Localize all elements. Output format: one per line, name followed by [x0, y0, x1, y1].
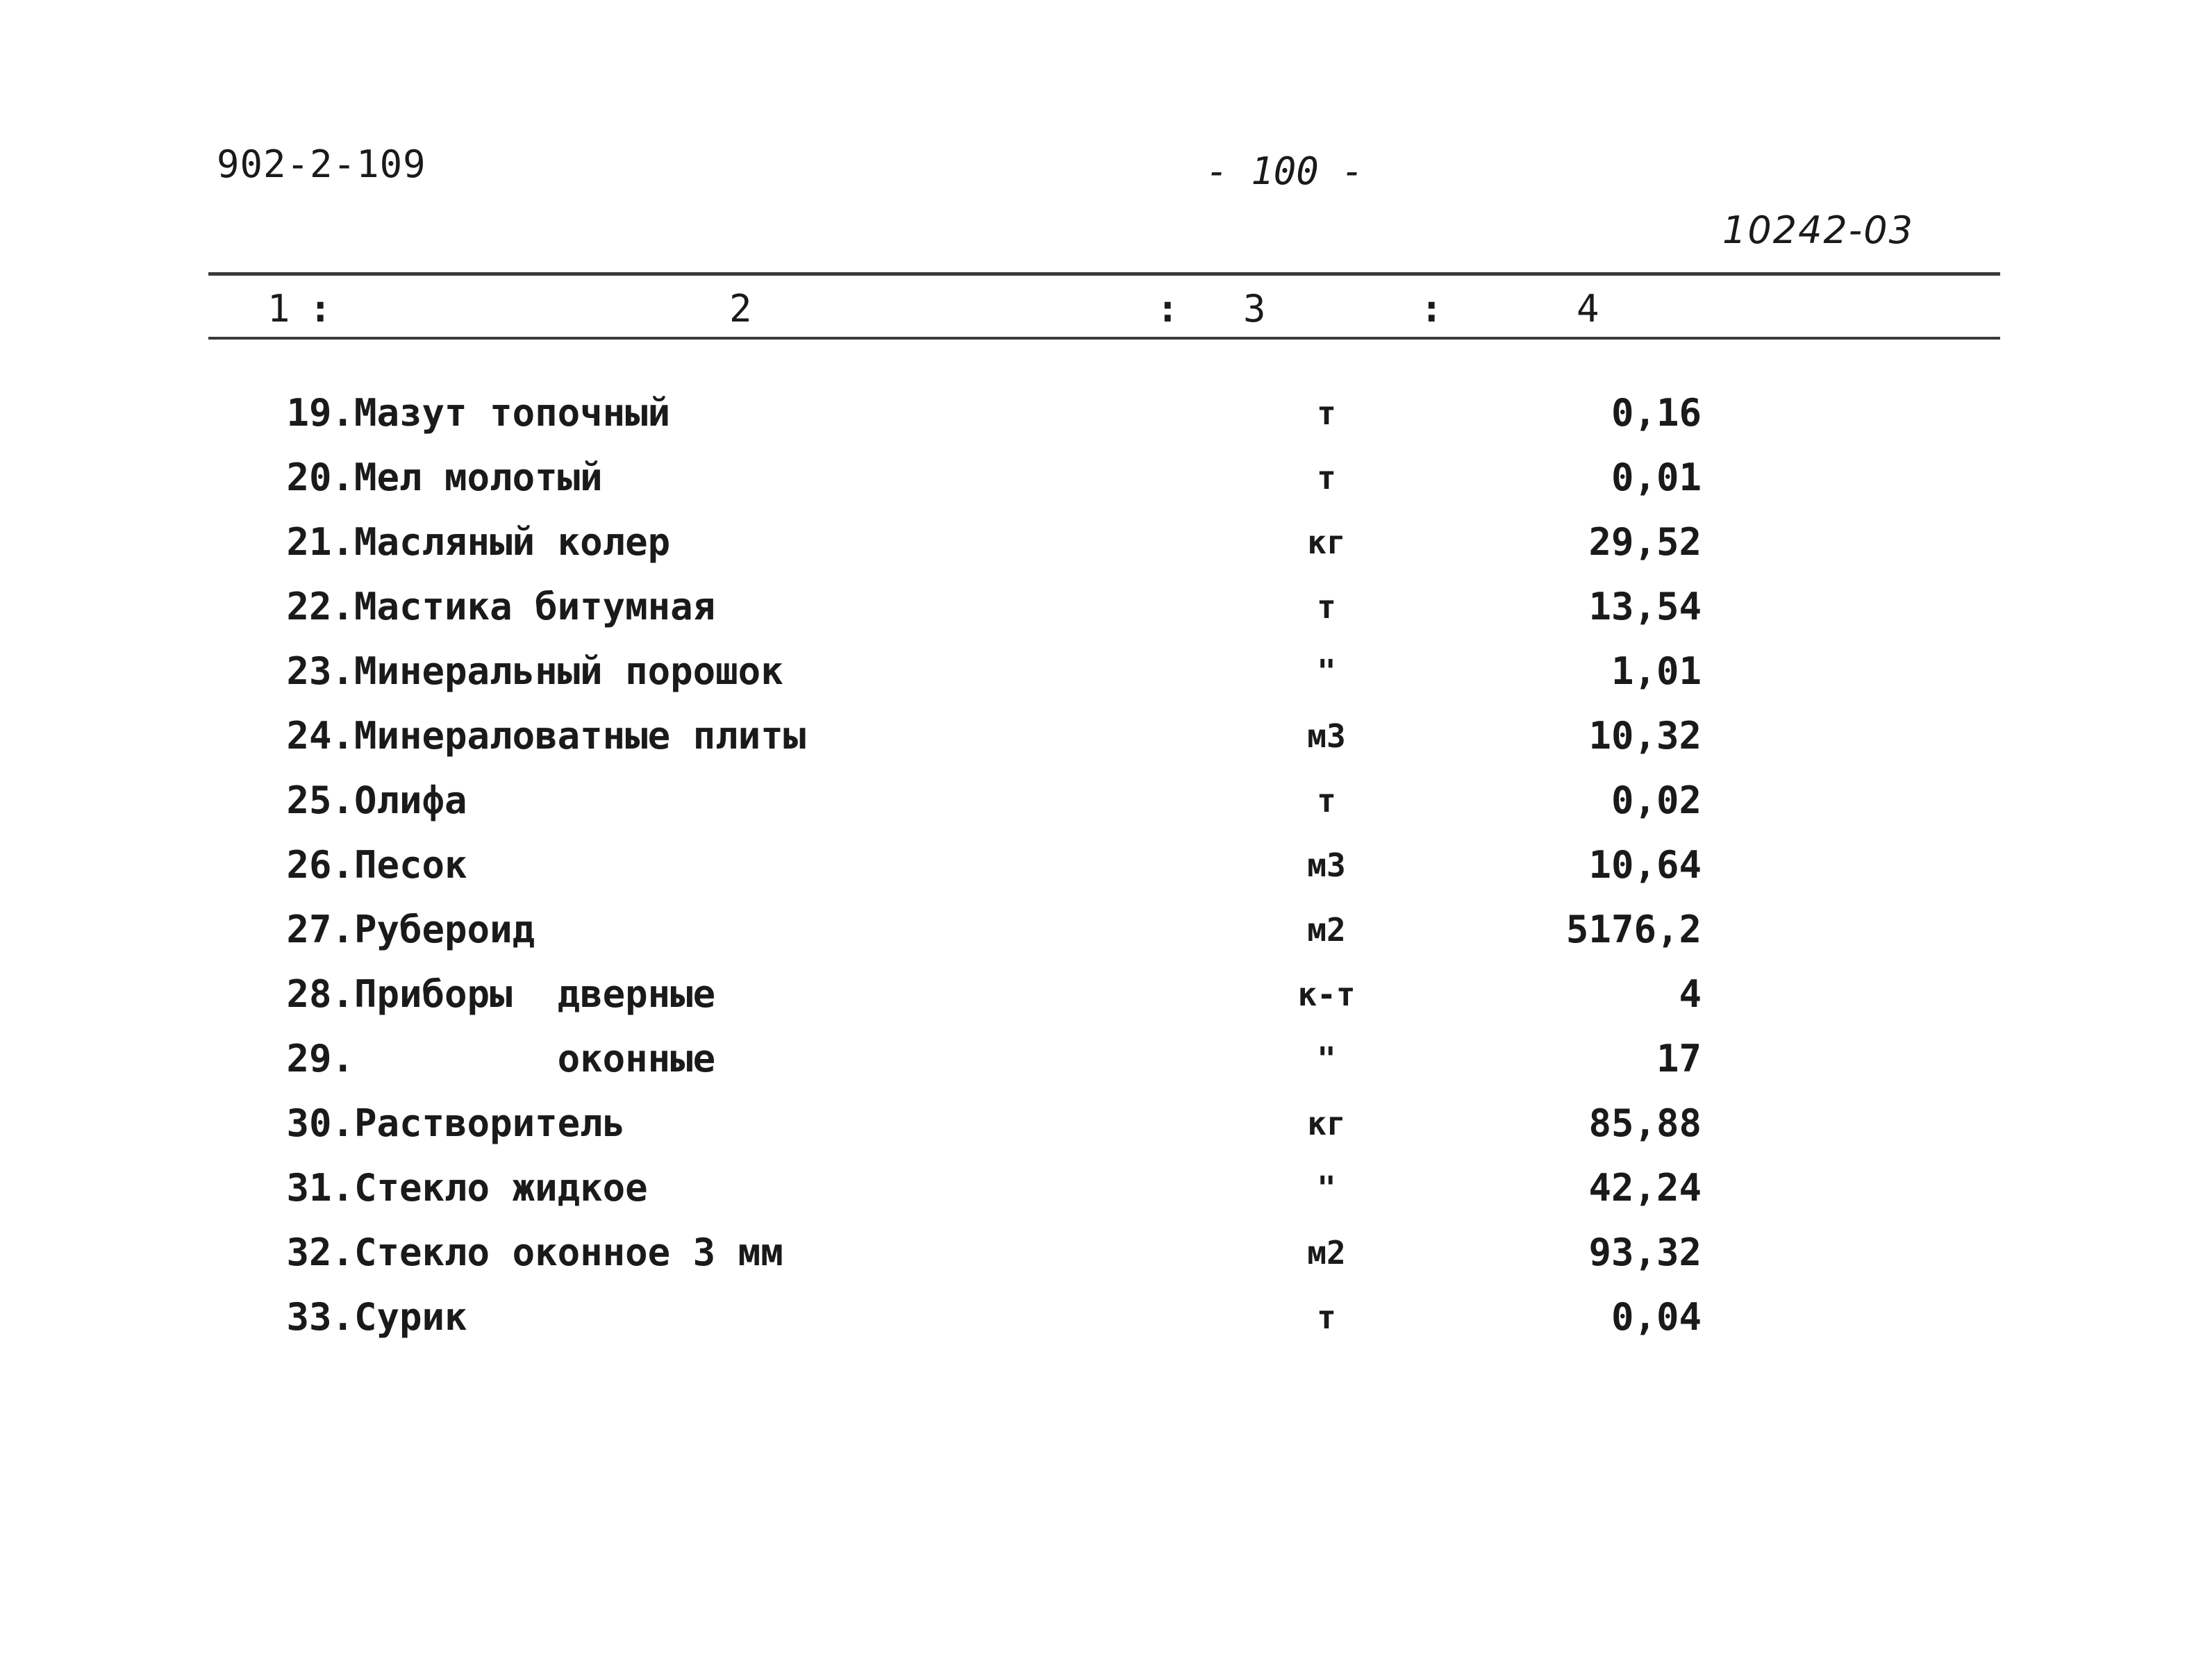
table-row — [0, 385, 2212, 450]
material-name: Мел молотый — [354, 456, 603, 499]
material-name: оконные — [354, 1037, 716, 1081]
row-number: 33. — [286, 1295, 354, 1339]
row-number: 24. — [286, 714, 354, 758]
row-number: 20. — [286, 456, 354, 499]
material-name: Приборы дверные — [354, 972, 716, 1016]
unit: к-т — [1297, 976, 1356, 1013]
material-name: Мастика битумная — [354, 585, 716, 628]
material-name: Рубероид — [354, 908, 535, 951]
table-row — [0, 837, 2212, 902]
unit: кг — [1307, 1105, 1346, 1142]
table-row — [0, 1160, 2212, 1225]
table-row — [0, 515, 2212, 579]
unit: м3 — [1307, 717, 1346, 755]
row-number: 28. — [286, 972, 354, 1016]
table-row — [0, 967, 2212, 1031]
row-number: 31. — [286, 1166, 354, 1210]
column-header-4: 4 — [1577, 287, 1599, 331]
unit: т — [1317, 394, 1336, 432]
column-separator: : — [1420, 287, 1443, 331]
unit: м2 — [1307, 911, 1346, 949]
row-number: 32. — [286, 1230, 354, 1274]
table-row — [0, 1225, 2212, 1290]
unit: т — [1317, 588, 1336, 626]
quantity: 0,04 — [1611, 1295, 1702, 1339]
row-number: 25. — [286, 778, 354, 822]
quantity: 13,54 — [1588, 585, 1702, 628]
unit: м3 — [1307, 846, 1346, 884]
table-row — [0, 1290, 2212, 1354]
row-number: 30. — [286, 1101, 354, 1145]
unit: " — [1317, 653, 1336, 690]
table-row — [0, 708, 2212, 773]
unit: т — [1317, 1299, 1336, 1336]
table-header-rule — [208, 337, 2000, 340]
column-header-3: 3 — [1243, 287, 1266, 331]
row-number: 19. — [286, 391, 354, 435]
material-name: Минераловатные плиты — [354, 714, 806, 758]
row-number: 23. — [286, 649, 354, 693]
table-row — [0, 773, 2212, 837]
quantity: 0,01 — [1611, 456, 1702, 499]
material-name: Растворитель — [354, 1101, 626, 1145]
quantity: 42,24 — [1588, 1166, 1702, 1210]
row-number: 22. — [286, 585, 354, 628]
row-number: 26. — [286, 843, 354, 887]
quantity: 17 — [1656, 1037, 1702, 1081]
unit: м2 — [1307, 1234, 1346, 1271]
archive-number: 10242-03 — [1722, 208, 1914, 252]
column-separator: : — [1156, 287, 1179, 331]
column-header-2: 2 — [729, 287, 752, 331]
material-name: Песок — [354, 843, 467, 887]
row-number: 21. — [286, 520, 354, 564]
table-row — [0, 1031, 2212, 1096]
material-name: Олифа — [354, 778, 467, 822]
quantity: 1,01 — [1611, 649, 1702, 693]
doc-code: 902-2-109 — [217, 142, 426, 186]
quantity: 10,64 — [1588, 843, 1702, 887]
column-separator: : — [309, 287, 332, 331]
table-top-rule — [208, 272, 2000, 276]
unit: " — [1317, 1169, 1336, 1207]
material-name: Минеральный порошок — [354, 649, 783, 693]
unit: т — [1317, 782, 1336, 819]
table-row — [0, 579, 2212, 644]
page-number: - 100 - — [1206, 149, 1364, 193]
quantity: 93,32 — [1588, 1230, 1702, 1274]
quantity: 4 — [1679, 972, 1702, 1016]
quantity: 29,52 — [1588, 520, 1702, 564]
table-row — [0, 450, 2212, 515]
material-name: Стекло жидкое — [354, 1166, 648, 1210]
unit: т — [1317, 459, 1336, 497]
quantity: 0,16 — [1611, 391, 1702, 435]
material-name: Мазут топочный — [354, 391, 671, 435]
table-row — [0, 1096, 2212, 1160]
row-number: 29. — [286, 1037, 354, 1081]
quantity: 10,32 — [1588, 714, 1702, 758]
row-number: 27. — [286, 908, 354, 951]
quantity: 5176,2 — [1565, 908, 1702, 951]
unit: кг — [1307, 524, 1346, 561]
unit: " — [1317, 1040, 1336, 1078]
quantity: 0,02 — [1611, 778, 1702, 822]
material-name: Масляный колер — [354, 520, 671, 564]
table-row — [0, 902, 2212, 967]
material-name: Сурик — [354, 1295, 467, 1339]
column-header-1: 1 — [267, 287, 290, 331]
table-body — [0, 385, 2212, 1354]
material-name: Стекло оконное 3 мм — [354, 1230, 783, 1274]
table-row — [0, 644, 2212, 708]
quantity: 85,88 — [1588, 1101, 1702, 1145]
